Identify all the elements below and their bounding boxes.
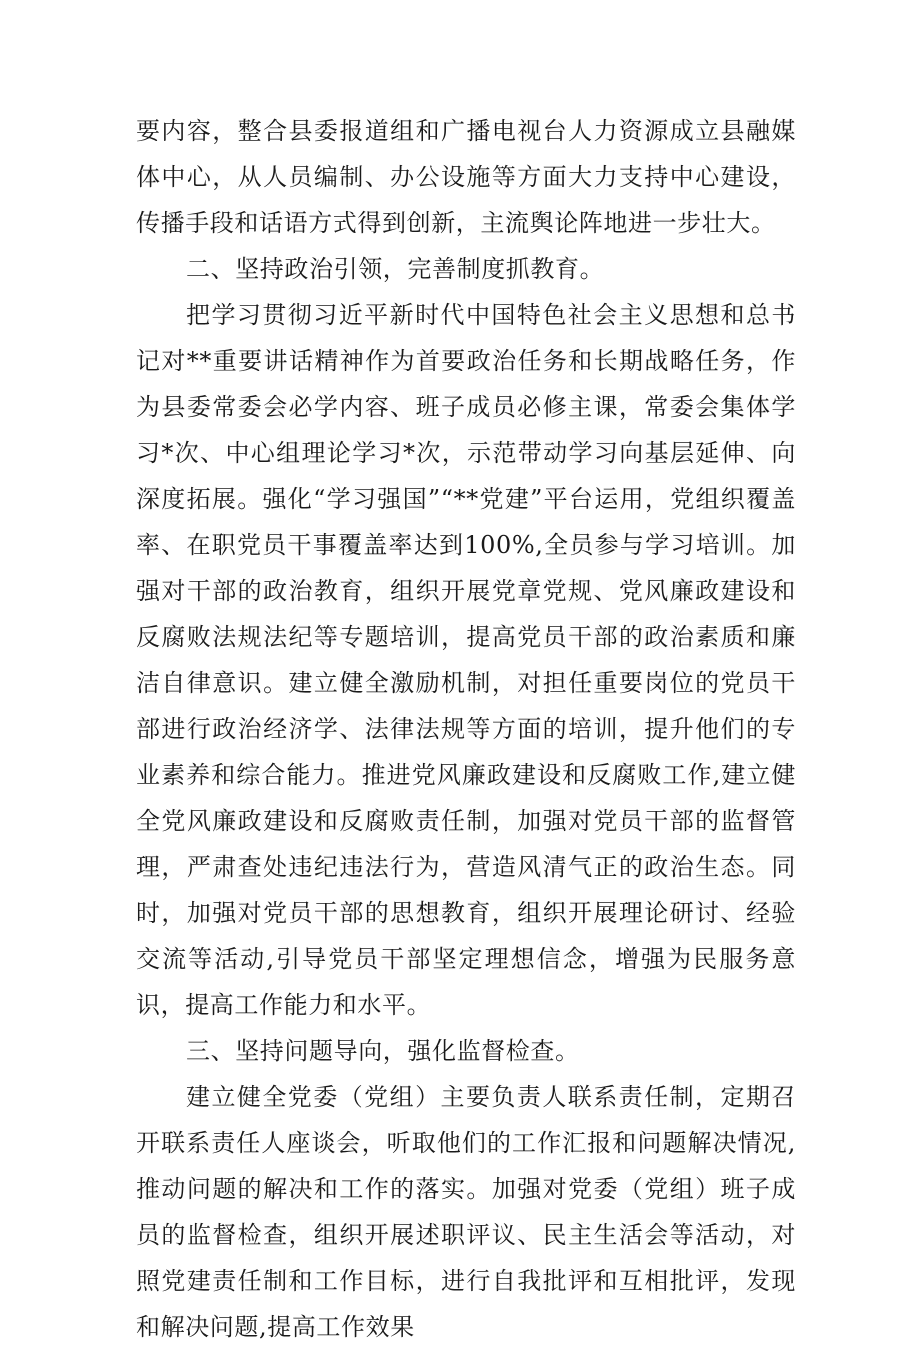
document-body: [136, 108, 796, 1350]
section-heading-3: 三、坚持问题导向，强化监督检查。: [186, 1037, 580, 1065]
paragraph-supervision: 建立健全党委（党组）主要负责人联系责任制，定期召开联系责任人座谈会，听取他们的工作汇报和问题解决情况,推动问题的解决和工作的落实。加强对党委（党组）班子成员的监督检查，组织开展述职评议、民主生活会等活动，对照党建责任制和工作目标，进行自我批评和互相批评，发现和解决问题,提高工作效果: [136, 1083, 796, 1341]
paragraph-study: 把学习贯彻习近平新时代中国特色社会主义思想和总书记对**重要讲话精神作为首要政治任务和长期战略任务，作为县委常委会必学内容、班子成员必修主课，常委会集体学习*次、中心组理论学习*次，示范带动学习向基层延伸、向深度拓展。强化“学习强国”“**党建”平台运用，党组织覆盖率、在职党员干事覆盖率达到100%,全员参与学习培训。加强对干部的政治教育，组织开展党章党规、党风廉政建设和反腐败法规法纪等专题培训，提高党员干部的政治素质和廉洁自律意识。建立健全激励机制，对担任重要岗位的党员干部进行政治经济学、法律法规等方面的培训，提升他们的专业素养和综合能力。推进党风廉政建设和反腐败工作,建立健全党风廉政建设和反腐败责任制，加强对党员干部的监督管理，严肃查处违纪违法行为，营造风清气正的政治生态。同时，加强对党员干部的思想教育，组织开展理论研讨、经验交流等活动,引导党员干部坚定理想信念，增强为民服务意识，提高工作能力和水平。: [136, 301, 796, 1019]
section-heading-2: 二、坚持政治引领，完善制度抓教育。: [186, 255, 605, 283]
paragraph-continuation: 要内容，整合县委报道组和广播电视台人力资源成立县融媒体中心，从人员编制、办公设施等方面大力支持中心建设，传播手段和话语方式得到创新，主流舆论阵地进一步壮大。: [136, 117, 796, 237]
